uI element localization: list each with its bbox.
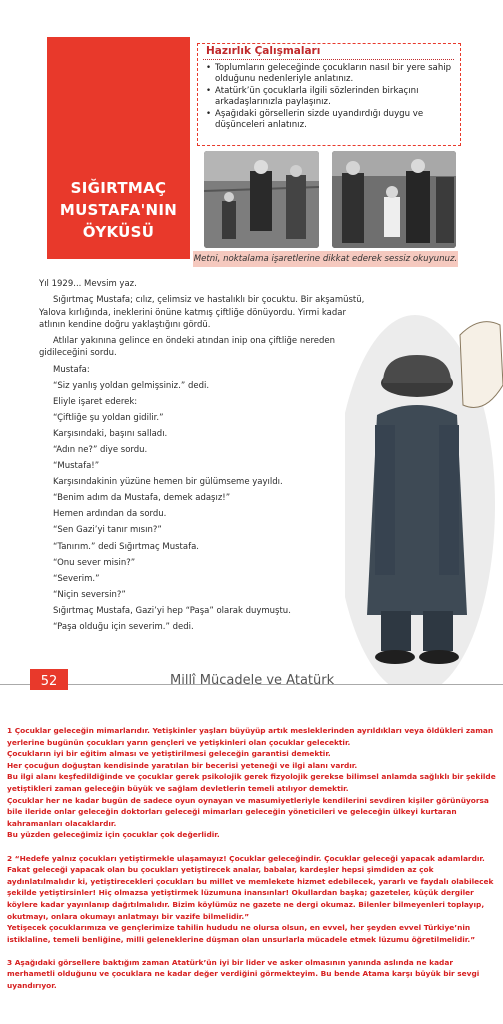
answer-line: Her çocuğun doğuştan kendisinde yaratılan bir becerisi yeteneği ve ilgi alanı vardır. bbox=[7, 760, 358, 770]
answer-line: 3 Aşağıdaki görsellere baktığım zaman Atatürk’ün iyi bir lider ve asker olmasının yanında aslında ne kadar merhametli olduğunu ve çocuklara ne kadar değer verdiğini görmekteyim. Bu bende Atama karşı büyük bir sevgi uyandırıyor. bbox=[7, 957, 480, 991]
reading-instruction-text: Metni, noktalama işaretlerine dikkat ederek sessiz okuyunuz. bbox=[193, 254, 458, 264]
heading-divider bbox=[203, 59, 454, 60]
historical-photo-ataturk-child-2 bbox=[332, 151, 456, 248]
preparation-box bbox=[197, 43, 461, 146]
preparation-item: • Aşağıdaki görsellerin sizde uyandırdığı duygu ve düşünceleri anlatınız. bbox=[206, 109, 456, 131]
story-paragraph: “Siz yanlış yoldan gelmişsiniz.” dedi. bbox=[53, 380, 210, 391]
story-paragraph: “Adın ne?” diye sordu. bbox=[53, 444, 148, 455]
story-paragraph: Sığırtmaç Mustafa, Gazi’yi hep “Paşa” olarak duymuştu. bbox=[53, 605, 291, 616]
story-paragraph: “Tanırım.” dedi Sığırtmaç Mustafa. bbox=[53, 541, 199, 552]
answer-line bbox=[7, 841, 497, 853]
preparation-heading: Hazırlık Çalışmaları bbox=[206, 45, 321, 57]
answer-line: 2 “Hedefe yalnız çocukları yetiştirmekle ulaşamayız! Çocuklar geleceğindir. Çocuklar geleceği yapacak adamlardır. Fakat geleceği yapacak olan bu çocukları yetiştirecek analar, babalar, kardeşler hepsi şimdiden az çok aydınlatılmalıdır ki, yetiştirecekleri çocukları bu millet ve memlekete hizmet edebilecek, yararlı ve faydalı olabilecek şekilde yetiştirsinler! Hiç olmazsa yetiştirmek lüzumuna inansınlar! Okullardan başka; gazeteler, küçük dergiler köylere kadar yayınlanıp dağıtılmalıdır. Bizim köylümüz ne gazete ne dergi okumaz. Bilenler bilmeyenleri toplayıp, okutmayı, onlara okumayı anlatmayı bir vazife bilmelidir.” bbox=[7, 853, 494, 921]
title-line: ÖYKÜSÜ bbox=[82, 223, 155, 241]
title-line: MUSTAFA'NIN bbox=[59, 201, 178, 219]
story-paragraph: “Mustafa!” bbox=[53, 461, 100, 472]
answer-line bbox=[7, 945, 497, 957]
story-paragraph: “Niçin seversin?” bbox=[53, 589, 126, 600]
story-text bbox=[39, 278, 369, 637]
answer-line: Çocukların iyi bir eğitim alması ve yetiştirilmesi geleceğin garantisi demektir. bbox=[7, 749, 331, 759]
story-paragraph: Karşısındaki, başını salladı. bbox=[53, 428, 168, 439]
unit-title: Millî Mücadele ve Atatürk bbox=[170, 673, 335, 688]
story-paragraph: “Paşa olduğu için severim.” dedi. bbox=[53, 622, 194, 632]
title-banner bbox=[47, 37, 190, 259]
answer-line: Yetişecek çocuklarımıza ve gençlerimize tahilin hududu ne olursa olsun, en evvel, her şeyden evvel Türkiye’nin istiklaline, temeli benliğine, milli geleneklerine düşman olan unsurlarla mücadele etmek lüzumu öğretilmelidir.” bbox=[7, 923, 476, 944]
answer-line: Çocuklar her ne kadar bugün de sadece oyun oynayan ve masumiyetleriyle kendilerini sevdiren kişiler görünüyorsa bile ileride onlar geleceğin doktorları geleceği mimarları geleceğin yöneticileri ve geleceğin ülkeyi kurtaran kahramanları olacaklardır. bbox=[7, 795, 489, 828]
preparation-list bbox=[206, 63, 456, 132]
story-paragraph: Atlılar yakınına gelince en öndeki atından inip ona çiftliğe nereden gidileceğini sordu. bbox=[39, 336, 336, 359]
answer-line: 1 Çocuklar geleceğin mimarlarıdır. Yetişkinler yaşları büyüyüp artık mesleklerinden ayrıldıkları veya öldükleri zaman yerlerine bugünün çocukları yarın gençleri ve yetişkinleri olan çocuklar gelecektir. bbox=[7, 726, 494, 747]
story-paragraph: “Onu sever misin?” bbox=[53, 557, 136, 568]
handwritten-answers bbox=[7, 725, 497, 992]
page-number: 52 bbox=[30, 669, 68, 690]
title-line: SIĞIRTMAÇ bbox=[70, 179, 167, 197]
answer-line: Bu ilgi alanı keşfedildiğinde ve çocuklar gerek psikolojik gerek fizyolojik gerekse bilimsel anlamda sağlıklı bir şekilde yetiştikleri zaman geleceğin büyük ve sağlam devletlerin temeli atılıyor demektir. bbox=[7, 772, 496, 793]
story-paragraph: Hemen ardından da sordu. bbox=[53, 509, 167, 520]
story-title bbox=[47, 177, 190, 243]
preparation-item: • Toplumların geleceğinde çocukların nasıl bir yere sahip olduğunu nedenleriyle anlatınız. bbox=[206, 63, 456, 85]
story-paragraph: Yıl 1929... Mevsim yaz. bbox=[39, 279, 137, 289]
historical-photo-ataturk-child-1 bbox=[204, 151, 319, 248]
story-paragraph: “Çiftliğe şu yoldan gidilir.” bbox=[53, 412, 164, 423]
answer-line: Bu yüzden geleceğimiz için çocuklar çok değerlidir. bbox=[7, 830, 220, 840]
preparation-item: • Atatürk’ün çocuklarla ilgili sözlerinden birkaçını arkadaşlarınızla paylaşınız. bbox=[206, 86, 456, 108]
story-paragraph: “Severim.” bbox=[53, 573, 100, 584]
story-paragraph: Eliyle işaret ederek: bbox=[53, 396, 138, 407]
story-paragraph: Mustafa: bbox=[53, 364, 90, 375]
story-paragraph: Karşısındakinin yüzüne hemen bir gülümseme yayıldı. bbox=[53, 477, 283, 488]
story-paragraph: “Benim adım da Mustafa, demek adaşız!” bbox=[53, 493, 231, 504]
story-paragraph: Sığırtmaç Mustafa; cılız, çelimsiz ve hastalıklı bir çocuktu. Bir akşamüstü, Yalova kırlığında, ineklerini önüne katmış çiftliğe dönüyordu. Yirmi kadar atlının kendine doğru yaklaştığını gördü. bbox=[39, 295, 365, 330]
story-paragraph: “Sen Gazi’yi tanır mısın?” bbox=[53, 525, 162, 536]
